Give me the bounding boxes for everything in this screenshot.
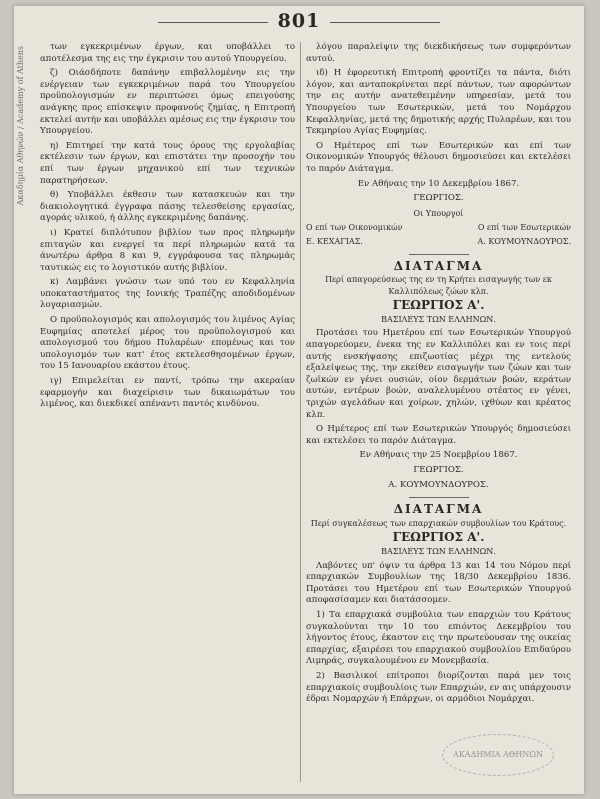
right-para-3: Ο Ημέτερος επί των Εσωτερικών και επί των Οικονομικών Υπουργός θέλουσι δημοσιεύσει και εκτελέσει το παρόν Διάταγμα. (306, 140, 571, 174)
decree3-para-1: Λαβόντες υπ' όψιν τα άρθρα 13 και 14 του Νόμου περί επαρχιακών Συμβουλίων της 18/30 Δεκεμβρίου 1836. Προτάσει του Ημετέρου επί των Εσωτερικών Υπουργού αποφασίσαμεν και διατάσσομεν. (306, 560, 571, 606)
page-number: 801 (14, 10, 584, 32)
decree2-heading: ΔΙΑΤΑΓΜΑ (393, 258, 484, 273)
left-para-6: κ) Λαμβάνει γνώσιν των υπό του εν Κεφαλληνία υποκαταστήματος της Ιονικής Τραπέζης αποδιδομένων λογαριασμών. (40, 277, 295, 311)
decree2-para-2: Ο Ημέτερος επί των Εσωτερικών Υπουργός δημοσιεύσει και εκτελέσει το παρόν Διάταγμα. (306, 424, 571, 446)
decree3-para-2: 1) Τα επαρχιακά συμβούλια των επαρχιών του Κράτους συγκαλούνται την 10 του επιόντος Δεκεμβρίου του λήγοντος έτους, έκαστον εις την πρωτεύουσαν της οικείας επαρχίας, εξαιρέσει του επαρχιακού συμβουλίου Επιδαύρου Λιμηράς, συγκαλουμένου εν Μονεμβασία. (306, 609, 571, 667)
right-para-1: λόγου παραλείψιν της διεκδικήσεως των συμφερόντων αυτού. (306, 42, 571, 64)
margin-watermark: Ακαδημία Αθηνών / Academy of Athens (16, 46, 25, 206)
decree2-signature-minister: Α. ΚΟΥΜΟΥΝΔΟΥΡΟΣ. (388, 479, 489, 490)
minister-b-name: Α. ΚΟΥΜΟΥΝΔΟΥΡΟΣ. (477, 236, 571, 246)
minister-a-title: Ο επί των Οικονομικών (306, 223, 403, 233)
decree2-subject: Περί απαγορεύσεως της εν τη Κρήτει εισαγωγής των εκ Καλλιπόλεως ζώων κλπ. (325, 275, 552, 296)
separator-rule-2 (409, 497, 469, 498)
decree1-date: Εν Αθήναις την 10 Δεκεμβρίου 1867. (357, 178, 520, 189)
decree3-kings-title: ΒΑΣΙΛΕΥΣ ΤΩΝ ΕΛΛΗΝΩΝ. (381, 546, 496, 556)
left-column (40, 42, 295, 414)
left-para-4: θ) Υποβάλλει έκθεσιν των κατασκευών και την διακιολογητικά έγγραφα πάσης τελεσθείσης εργασίας, αγοράς υλικού, ή άλλης εγκεκριμένης δαπάνης. (40, 190, 295, 224)
minister-b-title: Ο επί των Εσωτερικών (477, 223, 571, 233)
column-divider (300, 42, 301, 782)
decree3-para-3: 2) Βασιλικοί επίτροποι διορίζονται παρά μεν τοις επαρχιακοίς συμβουλίοις των Επαρχιών, εν αις υπάρχουσιν έδραι Νομαρχών ή Επάρχων, οι αρμόδιοι Νομάρχαι. (306, 670, 571, 705)
newspaper-page (14, 6, 584, 794)
right-para-2: ιδ) Η έφορευτική Επιτροπή φροντίζει τα πάντα, διότι λόγον, και ανταποκρίνεται περί πάντων, των αφορώντων την εις αυτήν ανατεθειμένην υπηρεσίαν, μετά του Υπουργείου των Εσωτερικών, μετά του Νομάρχου Κεφαλληνίας, μετά της δημοτικής αρχής Πυλαρέων, και του Τεκμηρίου Αγίας Ευφημίας. (306, 68, 571, 137)
minister-titles (306, 222, 571, 234)
left-para-1: των εγκεκριμένων έργων, και υποβάλλει το αποτέλεσμα της εις την έγκρισιν του αυτού Υπουργείου. (40, 42, 295, 64)
left-para-2: ζ) Οιάσδήποτε δαπάνην επιβαλλομένην εις την ενέργειαν των εγκεκριμένων παρά του Υπουργείου προϋπολογισμών εν περιπτώσει όμως επειγούσης ανάγκης προς επίσκεψιν προφανούς ζημίας, η Επιτροπή εκτελεί αυτήν και υποβάλλει αμέσως εις την έγκρισιν του Υπουργείου. (40, 68, 295, 137)
decree2-signature-king: ΓΕΩΡΓΙΟΣ. (413, 465, 464, 475)
decree2-para-1: Προτάσει του Ημετέρου επί των Εσωτερικών Υπουργού απαγορεύομεν, ένεκα της εν Καλλιπόλει και εν τοις περί αυτής ενσκήψασης επιζωοτίας μέχρι της εντελούς εξαλείψεως της, την εκείθεν εισαγωγήν των ζώων και των ζωϊκών εν γένει ουσιών, οίον δερμάτων βοών, κεράτων αυτών, εντέρων βοών, αναλελυμένου στέατος εν γένει, τριχών αγελάδων και χοίρων, χηλών, ιχθύων και κρέατος κλπ. (306, 328, 571, 420)
decree2-kings-title: ΒΑΣΙΛΕΥΣ ΤΩΝ ΕΛΛΗΝΩΝ. (381, 314, 496, 324)
right-column (306, 42, 571, 709)
decree3-king: ΓΕΩΡΓΙΟΣ Α'. (392, 530, 485, 545)
decree3-subject: Περί συγκαλέσεως των επαρχιακών συμβουλίων του Κράτους. (310, 518, 567, 528)
decree3-heading: ΔΙΑΤΑΓΜΑ (393, 502, 484, 517)
minister-a-name: Ε. ΚΕΧΑΓΙΑΣ. (306, 236, 363, 246)
library-stamp: ΑΚΑΔΗΜΙΑ ΑΘΗΝΩΝ (442, 734, 554, 776)
decree2-date: Εν Αθήναις την 25 Νοεμβρίου 1867. (359, 450, 518, 461)
left-para-5: ι) Κρατεί διπλότυπον βιβλίον των προς πληρωμήν επιταγών και ενεργεί τα περί πληρωμών κατά τα άνωτέρω άρθρα 8 και 9, εγγράφουσα τας πληρωμάς ταυτικώς εις το λογιστικόν αυτής βιβλίον. (40, 227, 295, 273)
left-para-7: Ο προϋπολογισμός και απολογισμός του λιμένος Αγίας Ευφημίας αποτελεί μέρος του προϋπολογισμού και απολογισμού του δήμου Πυλαρέων· επομένως και τον υπολογισμόν των κατ' έτος εκτελεσθησομένων έργων, του 15 Ιανουαρίου εκάστου έτους. (40, 315, 295, 372)
separator-rule (409, 254, 469, 255)
left-para-3: η) Επιτηρεί την κατά τους όρους της εργολαβίας εκτέλεσιν των έργων, και επιστάτει την προσοχήν του επί των έργων μηχανικού επί των τεχνικών παρατηρήσεων. (40, 140, 295, 186)
left-para-8: ιγ) Επιμελείται εν παντί, τρόπω την ακεραίαν εφαρμογήν και διαχείρισιν των δικαιωμάτων του λιμένος, και διεκδικεί απέναντι παντός κινδύνου. (40, 376, 295, 410)
decree1-king: ΓΕΩΡΓΙΟΣ. (413, 193, 464, 204)
decree2-king: ΓΕΩΡΓΙΟΣ Α'. (392, 298, 485, 313)
minister-names (306, 236, 571, 248)
ministers-label: Οι Υπουργοί (413, 208, 464, 218)
